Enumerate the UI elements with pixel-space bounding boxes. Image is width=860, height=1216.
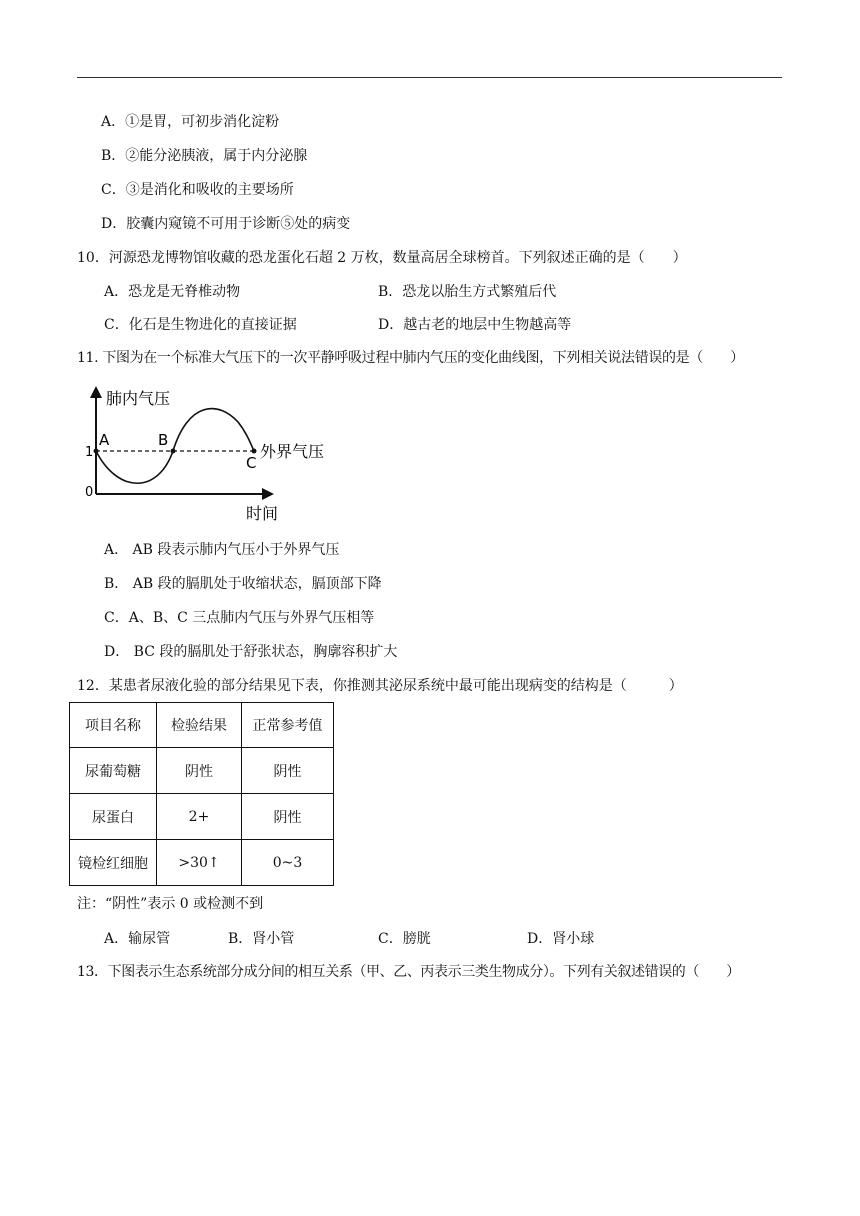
table-cell: 尿葡萄糖: [70, 748, 157, 794]
table-cell: 阴性: [242, 794, 334, 840]
table-cell: 镜检红细胞: [70, 840, 157, 886]
tick-1-label: 1: [85, 445, 94, 460]
q9-option-a: A．①是胃，可初步消化淀粉: [101, 114, 280, 130]
urinalysis-table: [69, 702, 334, 886]
x-axis-arrow: [262, 488, 274, 500]
q11-stem: 11. 下图为在一个标准大气压下的一次平静呼吸过程中肺内气压的变化曲线图，下列相关说法错误的是（ ）: [77, 350, 744, 366]
point-b-dot: [171, 449, 176, 454]
table-cell: 阴性: [157, 748, 242, 794]
q10-option-b: B．恐龙以胎生方式繁殖后代: [378, 284, 557, 300]
q9-option-c: C．③是消化和吸收的主要场所: [101, 182, 294, 198]
q12-note: 注：“阴性”表示 0 或检测不到: [77, 896, 264, 912]
table-header-row: [70, 703, 334, 748]
q10-stem: 10．河源恐龙博物馆收藏的恐龙蛋化石超 2 万枚，数量高居全球榜首。下列叙述正确的是（ ）: [77, 250, 687, 266]
q12-option-c: C．膀胱: [378, 931, 431, 947]
q13-stem: 13．下图表示生态系统部分成分间的相互关系（甲、乙、丙表示三类生物成分）。下列有关叙述错误的（ ）: [77, 964, 740, 980]
q11-option-b: B． AB 段的膈肌处于收缩状态，膈顶部下降: [104, 576, 382, 592]
table-cell: 0~3: [242, 840, 334, 886]
point-c-dot: [252, 449, 257, 454]
q12-option-d: D．肾小球: [527, 931, 595, 947]
header-rule: [77, 77, 782, 78]
table-row: [70, 748, 334, 794]
table-cell: 阴性: [242, 748, 334, 794]
table-cell: 尿蛋白: [70, 794, 157, 840]
table-header-cell: 项目名称: [70, 703, 157, 748]
q10-option-c: C．化石是生物进化的直接证据: [104, 317, 297, 333]
table-header-cell: 检验结果: [157, 703, 242, 748]
pressure-curve-graph: [78, 382, 338, 524]
point-c-label: C: [246, 454, 257, 472]
q12-stem: 12．某患者尿液化验的部分结果见下表，你推测其泌尿系统中最可能出现病变的结构是（ ）: [77, 678, 683, 694]
pressure-curve: [96, 409, 257, 484]
table-header-cell: 正常参考值: [242, 703, 334, 748]
q11-option-d: D． BC 段的膈肌处于舒张状态，胸廓容积扩大: [104, 644, 398, 660]
q9-option-d: D．胶囊内窥镜不可用于诊断⑤处的病变: [101, 216, 351, 232]
q11-option-a: A． AB 段表示肺内气压小于外界气压: [104, 542, 340, 558]
point-b-label: B: [158, 431, 169, 449]
point-a-dot: [94, 449, 99, 454]
q10-option-a: A．恐龙是无脊椎动物: [104, 284, 241, 300]
q12-option-a: A．输尿管: [104, 931, 171, 947]
q11-option-c: C．A、B、C 三点肺内气压与外界气压相等: [104, 610, 375, 626]
q10-option-d: D．越古老的地层中生物越高等: [378, 317, 572, 333]
table-row: [70, 794, 334, 840]
table-cell: 2+: [157, 794, 242, 840]
y-axis-arrow: [90, 386, 102, 398]
x-axis-label: 时间: [246, 504, 279, 523]
table-row: [70, 840, 334, 886]
q9-option-b: B．②能分泌胰液，属于内分泌腺: [101, 148, 308, 164]
q12-option-b: B．肾小管: [228, 931, 295, 947]
reference-label: 外界气压: [260, 442, 325, 461]
table-cell: >30↑: [157, 840, 242, 886]
point-a-label: A: [99, 431, 110, 449]
tick-0-label: 0: [85, 485, 94, 500]
y-axis-label: 肺内气压: [106, 389, 171, 408]
